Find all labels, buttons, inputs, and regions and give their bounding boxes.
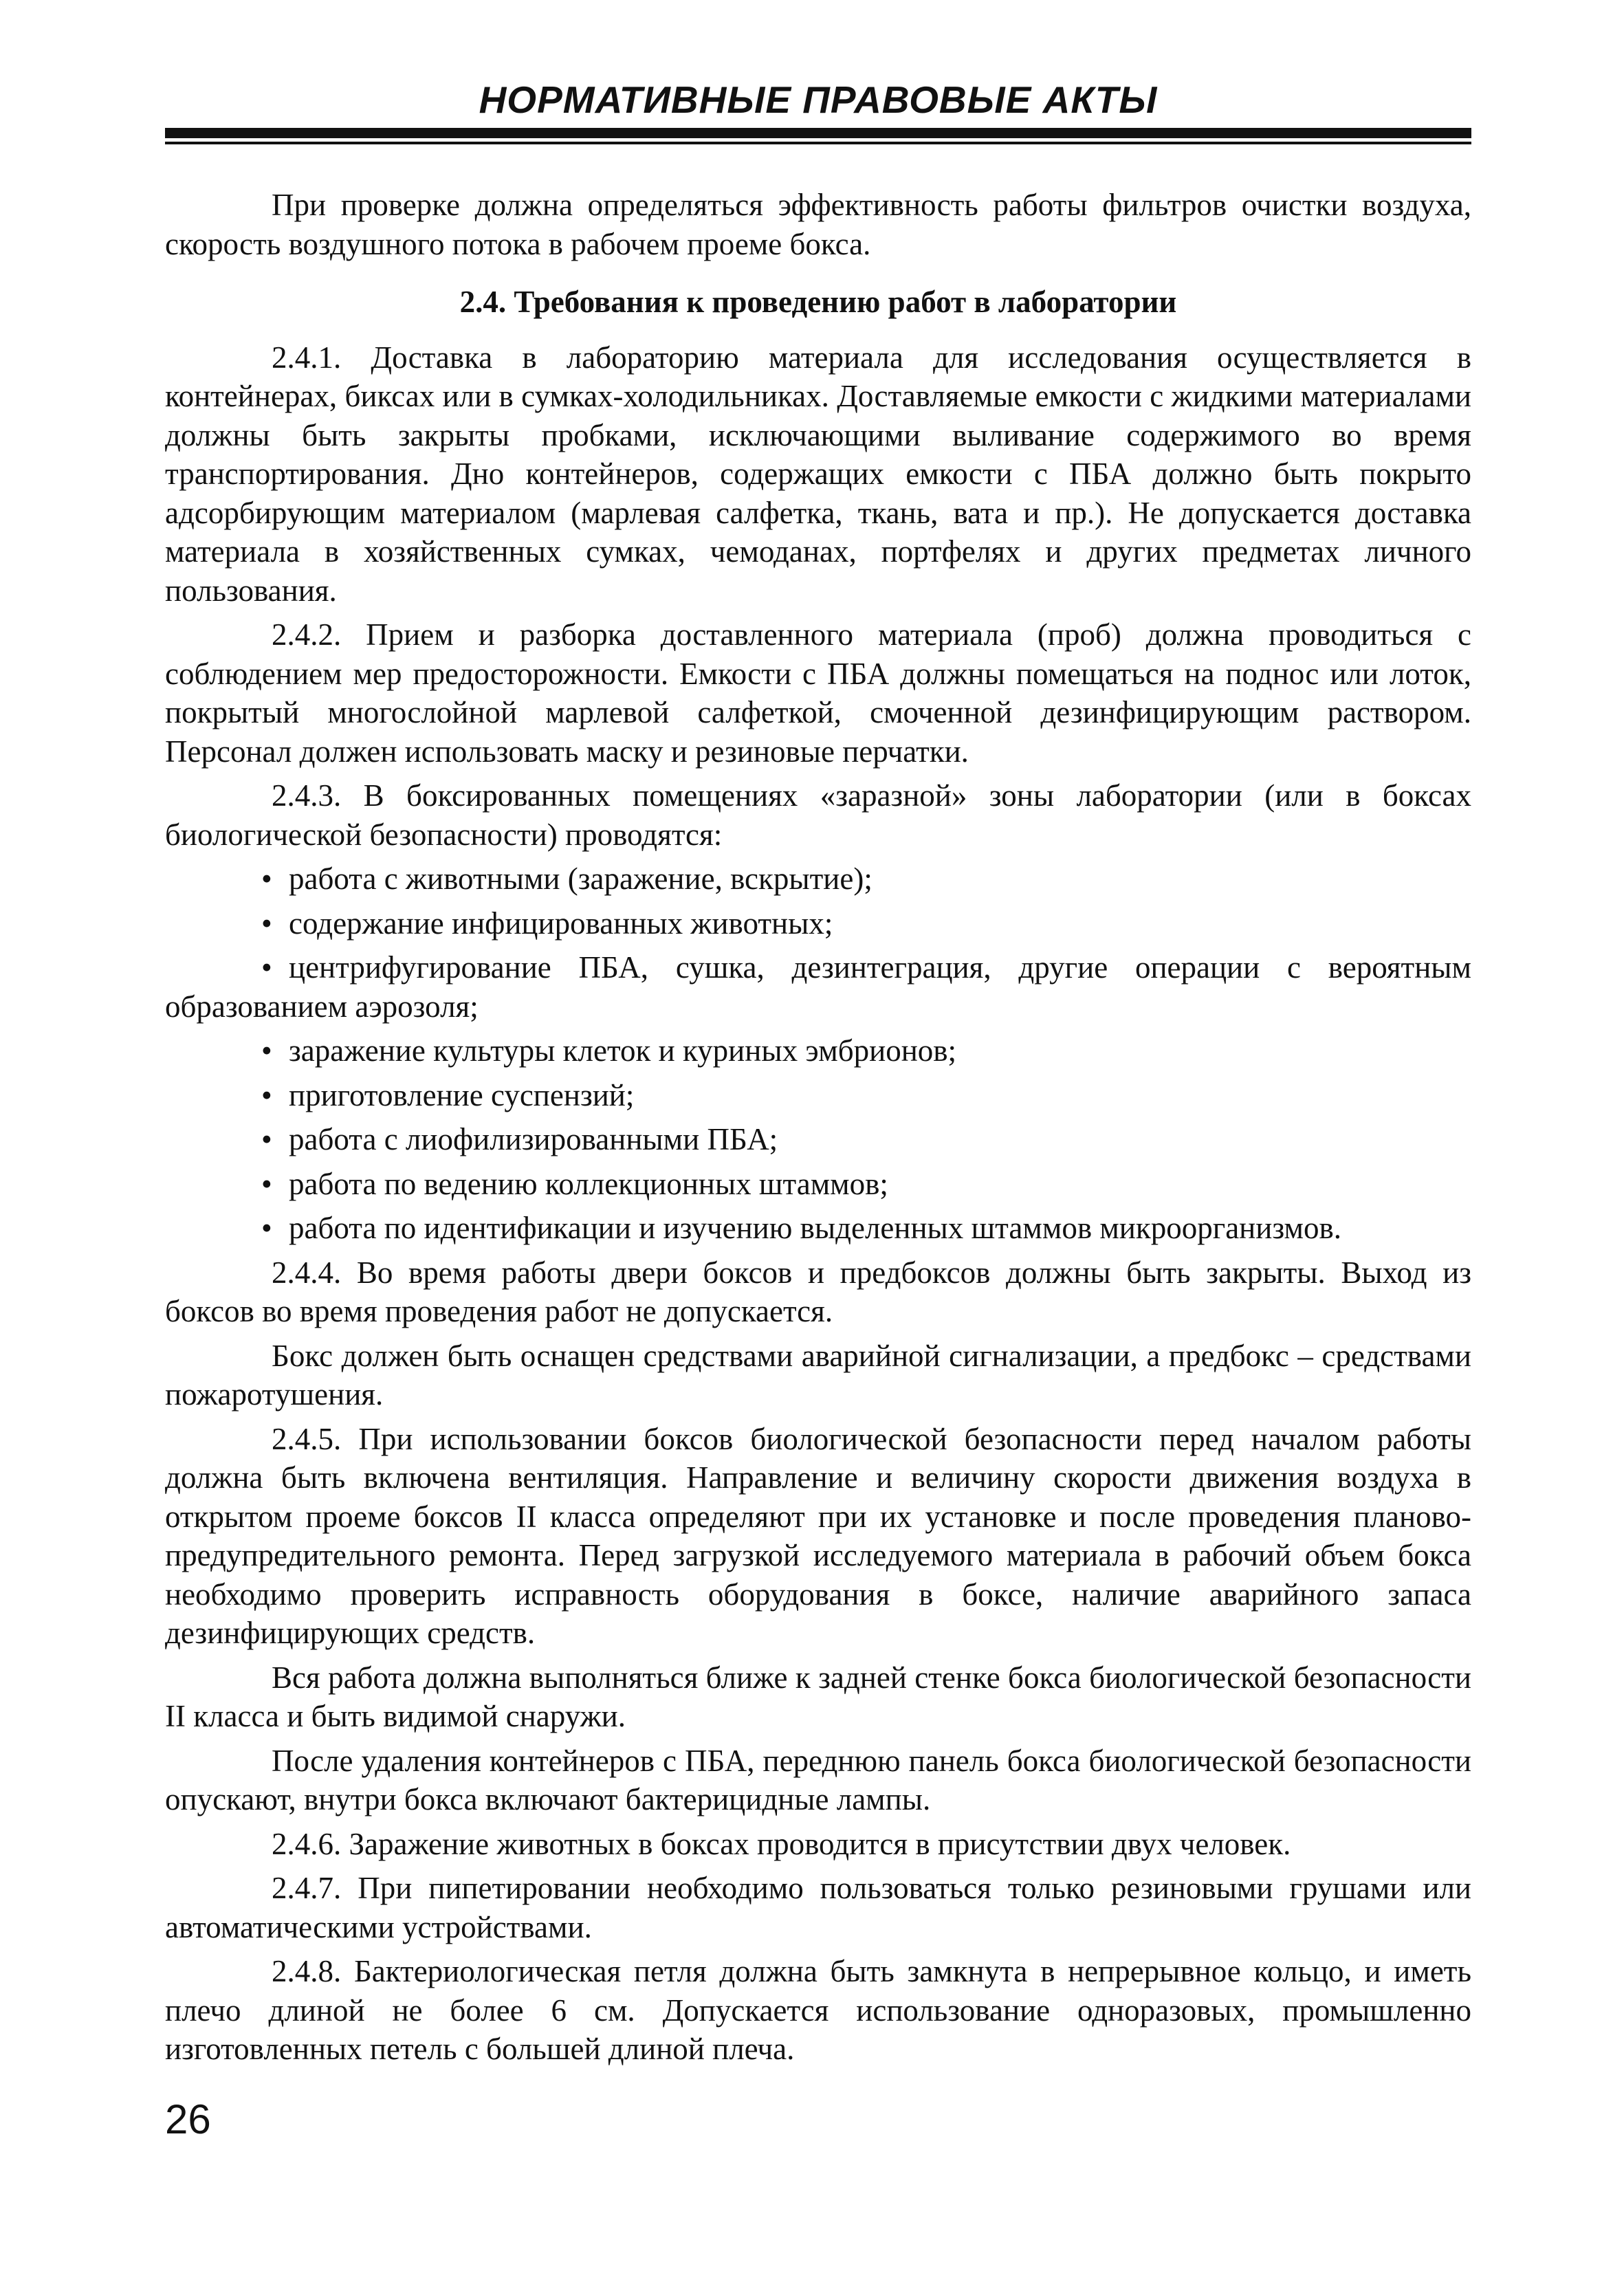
bullet-item: • центрифугирование ПБА, сушка, дезинтеграция, другие операции с вероятным образованием аэрозоля; bbox=[165, 948, 1471, 1026]
paragraph-2-4-5: 2.4.5. При использовании боксов биологической безопасности перед началом работы должна быть включена вентиляция. Направление и величину скорости движения воздуха в открытом проеме боксов II класса определяют при их установке и после проведения планово-предупредительного ремонта. Перед загрузкой исследуемого материала в рабочий объем бокса необходимо проверить исправность оборудования в боксе, наличие аварийного запаса дезинфицирующих средств. bbox=[165, 1421, 1471, 1650]
bullet-item: • приготовление суспензий; bbox=[165, 1076, 1471, 1115]
bullet-item: • работа с животными (заражение, вскрытие); bbox=[165, 859, 1471, 899]
bullet-icon: • bbox=[261, 1033, 272, 1068]
bullet-icon: • bbox=[261, 1211, 272, 1245]
running-title: НОРМАТИВНЫЕ ПРАВОВЫЕ АКТЫ bbox=[479, 78, 1158, 121]
header-rule-thin bbox=[165, 142, 1471, 144]
paragraph-2-4-5-rear-wall: Вся работа должна выполняться ближе к задней стенке бокса биологической безопасности II класса и быть видимой снаружи. bbox=[165, 1660, 1471, 1733]
bullet-icon: • bbox=[261, 1122, 272, 1156]
paragraph-2-4-6: 2.4.6. Заражение животных в боксах проводится в присутствии двух человек. bbox=[272, 1826, 1291, 1861]
intro-paragraph: При проверке должна определяться эффективность работы фильтров очистки воздуха, скорость воздушного потока в рабочем проеме бокса. bbox=[165, 188, 1471, 261]
bullet-icon: • bbox=[261, 950, 272, 985]
paragraph-2-4-3: 2.4.3. В боксированных помещениях «заразной» зоны лаборатории (или в боксах биологической безопасности) проводятся: bbox=[165, 778, 1471, 852]
bullet-item: • содержание инфицированных животных; bbox=[165, 904, 1471, 943]
paragraph-2-4-5-lamps: После удаления контейнеров с ПБА, переднюю панель бокса биологической безопасности опускают, внутри бокса включают бактерицидные лампы. bbox=[165, 1743, 1471, 1816]
paragraph-2-4-1: 2.4.1. Доставка в лабораторию материала для исследования осуществляется в контейнерах, биксах или в сумках-холодильниках. Доставляемые емкости с жидкими материалами должны быть закрыты пробками, исключающими выливание содержимого во время транспортирования. Дно контейнеров, содержащих емкости с ПБА должно быть покрыто адсорбирующим материалом (марлевая салфетка, ткань, вата и пр.). Не допускается доставка материала в хозяйственных сумках, чемоданах, портфелях и других предметах личного пользования. bbox=[165, 340, 1471, 608]
bullet-icon: • bbox=[261, 1077, 272, 1112]
bullet-item: • работа по идентификации и изучению выделенных штаммов микроорганизмов. bbox=[165, 1209, 1471, 1248]
bullet-item: • работа по ведению коллекционных штаммов; bbox=[165, 1165, 1471, 1204]
header-rule-thick bbox=[165, 128, 1471, 138]
bullet-icon: • bbox=[261, 861, 272, 896]
bullet-icon: • bbox=[261, 1166, 272, 1201]
bullet-item: • заражение культуры клеток и куриных эмбрионов; bbox=[165, 1031, 1471, 1070]
paragraph-2-4-7: 2.4.7. При пипетировании необходимо пользоваться только резиновыми грушами или автоматическими устройствами. bbox=[165, 1871, 1471, 1944]
page-body bbox=[165, 186, 1471, 2069]
section-heading: 2.4. Требования к проведению работ в лаборатории bbox=[459, 285, 1177, 319]
paragraph-2-4-4: 2.4.4. Во время работы двери боксов и предбоксов должны быть закрыты. Выход из боксов во время проведения работ не допускается. bbox=[165, 1255, 1471, 1328]
bullet-item: • работа с лиофилизированными ПБА; bbox=[165, 1120, 1471, 1159]
paragraph-2-4-2: 2.4.2. Прием и разборка доставленного материала (проб) должна проводиться с соблюдением мер предосторожности. Емкости с ПБА должны помещаться на поднос или лоток, покрытый многослойной марлевой салфеткой, смоченной дезинфицирующим раствором. Персонал должен использовать маску и резиновые перчатки. bbox=[165, 617, 1471, 769]
bullet-list bbox=[165, 859, 1471, 1248]
page-number: 26 bbox=[165, 2096, 211, 2142]
paragraph-2-4-8: 2.4.8. Бактериологическая петля должна быть замкнута в непрерывное кольцо, и иметь плечо длиной не более 6 см. Допускается использование одноразовых, промышленно изготовленных петель с большей длиной плеча. bbox=[165, 1954, 1471, 2066]
paragraph-2-4-4-alarm: Бокс должен быть оснащен средствами аварийной сигнализации, а предбокс – средствами пожаротушения. bbox=[165, 1338, 1471, 1412]
bullet-icon: • bbox=[261, 905, 272, 941]
page-header bbox=[165, 76, 1471, 144]
